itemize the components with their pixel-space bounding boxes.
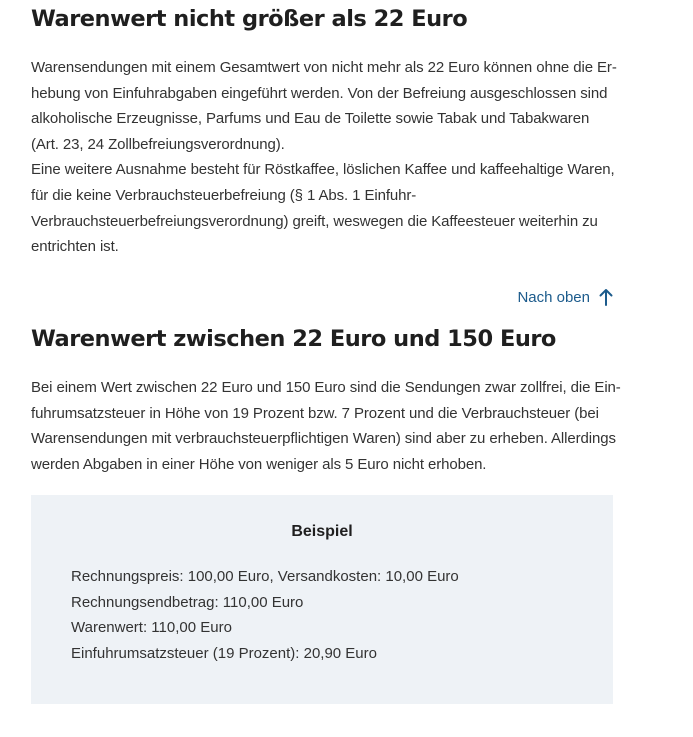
example-title: Beispiel bbox=[291, 523, 353, 540]
section-paragraph-22-to-150-euro bbox=[31, 375, 631, 477]
paragraph-line: werden Abgaben in einer Höhe von weniger als 5 Euro nicht erhoben. bbox=[31, 455, 487, 473]
back-to-top-link[interactable] bbox=[517, 288, 613, 306]
paragraph-line: Warensendungen mit einem Gesamtwert von nicht mehr als 22 Euro können ohne die Er- bbox=[31, 59, 617, 76]
paragraph-line: Bei einem Wert zwischen 22 Euro und 150 Euro sind die Sendungen zwar zollfrei, die Ein- bbox=[31, 379, 621, 396]
example-item: Rechnungsendbetrag: 110,00 Euro bbox=[71, 593, 304, 611]
example-list bbox=[71, 564, 459, 666]
back-to-top-label: Nach oben bbox=[517, 288, 590, 306]
paragraph-line: (Art. 23, 24 Zollbefreiungsverordnung). bbox=[31, 135, 285, 153]
paragraph-line: fuhrumsatzsteuer in Höhe von 19 Prozent bzw. 7 Prozent und die Verbrauchsteuer (bei bbox=[31, 404, 599, 422]
section-paragraph-up-to-22-euro bbox=[31, 55, 631, 260]
arrow-up-icon bbox=[599, 288, 613, 306]
example-item: Einfuhrumsatzsteuer (19 Prozent): 20,90 Euro bbox=[71, 644, 377, 662]
example-item: Warenwert: 110,00 Euro bbox=[71, 619, 232, 637]
section-heading-up-to-22-euro: Warenwert nicht größer als 22 Euro bbox=[31, 6, 468, 32]
example-item: Rechnungspreis: 100,00 Euro, Versandkosten: 10,00 Euro bbox=[71, 568, 459, 585]
paragraph-line: Verbrauchsteuerbefreiungsverordnung) greift, weswegen die Kaffeesteuer weiterhin zu bbox=[31, 212, 598, 230]
paragraph-line: alkoholische Erzeugnisse, Parfums und Eau de Toilette sowie Tabak und Tabakwaren bbox=[31, 110, 590, 128]
paragraph-line: für die keine Verbrauchsteuerbefreiung (§ 1 Abs. 1 Einfuhr- bbox=[31, 186, 417, 204]
paragraph-line: entrichten ist. bbox=[31, 238, 119, 256]
paragraph-line: hebung von Einfuhrabgaben eingeführt werden. Von der Befreiung ausgeschlossen sind bbox=[31, 84, 608, 102]
example-box bbox=[31, 495, 613, 704]
paragraph-line: Eine weitere Ausnahme besteht für Röstkaffee, löslichen Kaffee und kaffeehaltige Waren, bbox=[31, 161, 615, 179]
paragraph-line: Warensendungen mit verbrauchsteuerpflichtigen Waren) sind aber zu erheben. Allerdings bbox=[31, 430, 616, 448]
section-heading-22-to-150-euro: Warenwert zwischen 22 Euro und 150 Euro bbox=[31, 326, 556, 352]
